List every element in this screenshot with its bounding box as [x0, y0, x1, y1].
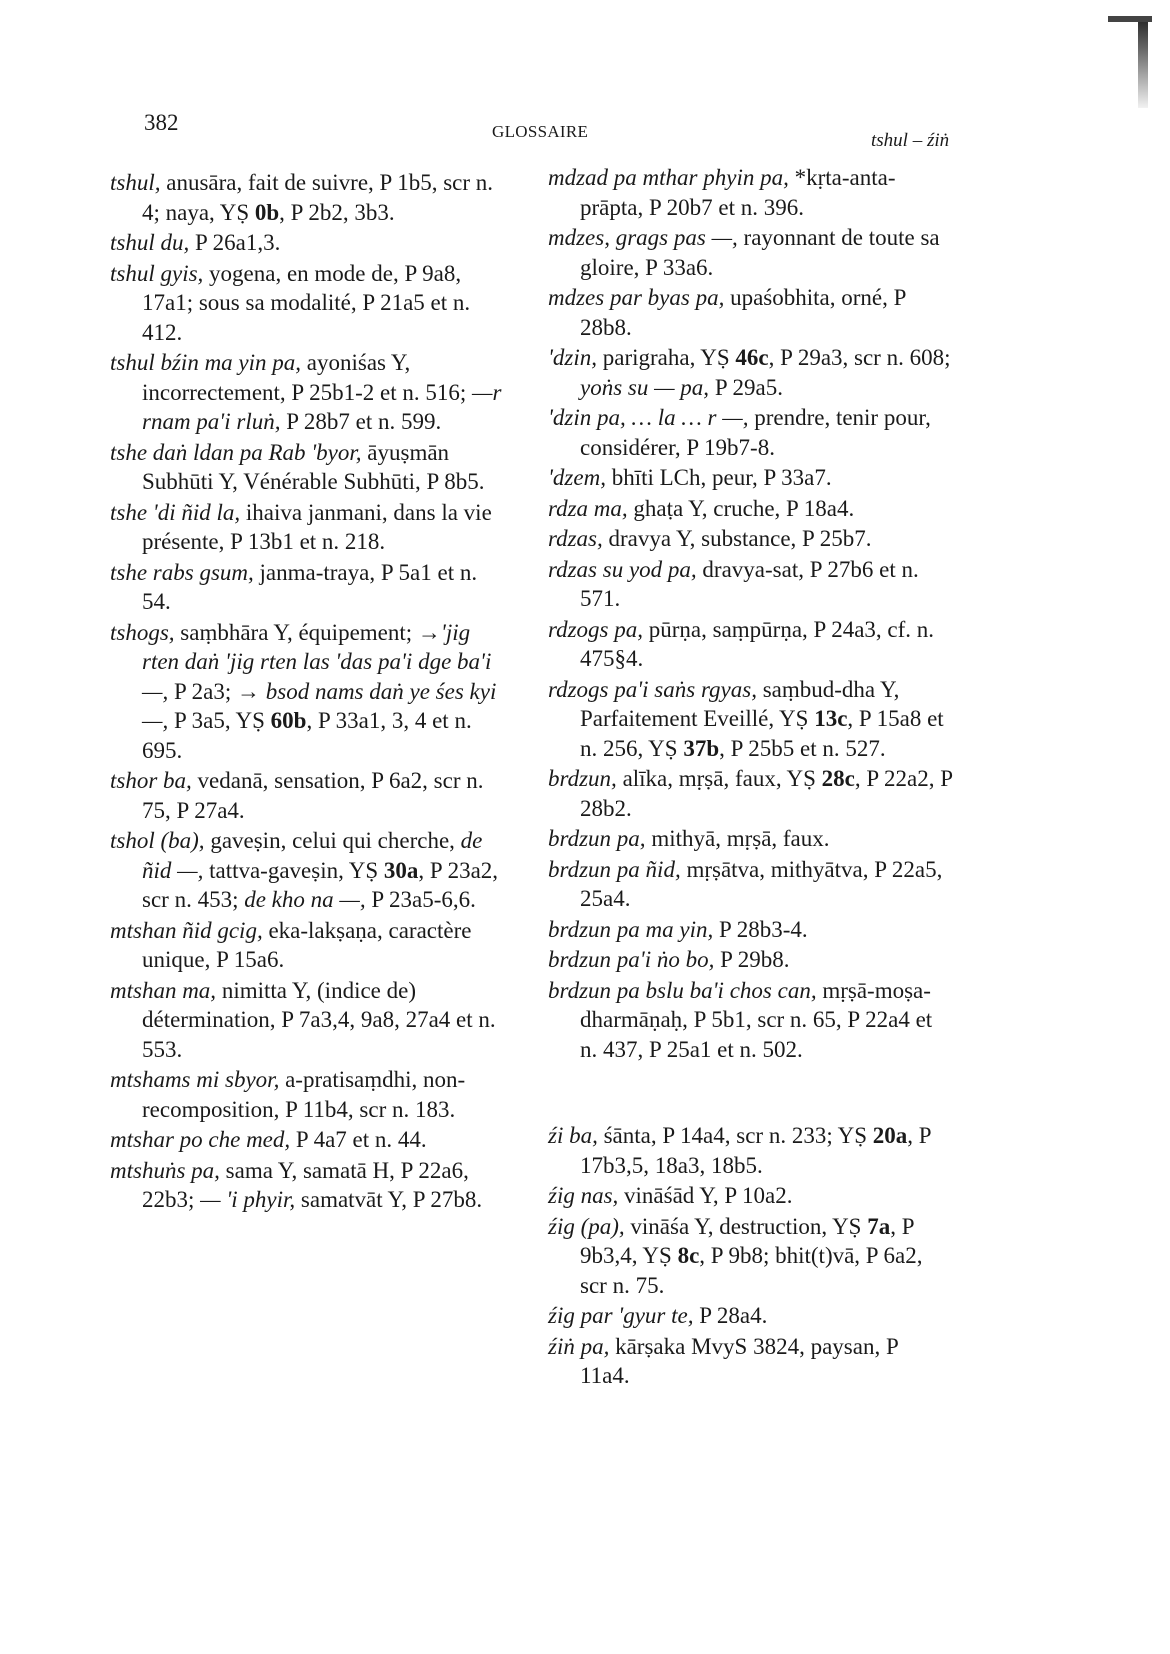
entry-term: tshul gyis,: [110, 260, 204, 286]
section-gap: [548, 1065, 953, 1121]
entry-text: P 28a4.: [693, 1303, 768, 1328]
glossary-entry: [548, 1212, 953, 1301]
glossary-entry: [110, 558, 508, 617]
entry-text: anusāra, fait de suivre, P 1b5, scr n. 4; naya, YṢ: [142, 170, 494, 225]
scan-edge-mark: [1138, 16, 1148, 108]
entry-term: mtshar po che med,: [110, 1127, 291, 1152]
entry-text: gaveṣin, celui qui cherche,: [204, 828, 461, 853]
entry-text: , P 2b2, 3b3.: [279, 199, 395, 225]
entry-reference: 30a: [383, 857, 419, 883]
entry-reference: 7a: [867, 1213, 891, 1239]
entry-term: rdzogs pa'i saṅs rgyas,: [548, 676, 757, 702]
entry-term: 'dzin,: [548, 345, 598, 370]
glossary-entry: [110, 498, 508, 557]
entry-reference: 13c: [814, 706, 848, 731]
glossary-entry: [548, 463, 953, 493]
entry-term: źiṅ pa,: [548, 1333, 610, 1359]
entry-text: sama Y, samatā H, P 22a6, 22b3;: [142, 1157, 469, 1212]
entry-term: tshe 'di ñid la,: [110, 499, 241, 525]
entry-term: →'jig rten daṅ 'jig rten las 'das pa'i dge ba'i —,: [142, 619, 492, 704]
entry-text: , P 15a8 et n. 256, YṢ: [580, 706, 944, 761]
entry-text: ghaṭa Y, cruche, P 18a4.: [627, 495, 855, 521]
glossary-entry: [110, 348, 508, 437]
entry-term: tshol (ba),: [110, 828, 205, 853]
entry-text: mṛṣā-moṣa-dharmāṇaḥ, P 5b1, scr n. 65, P 22a4 et n. 437, P 25a1 et n. 502.: [580, 977, 933, 1062]
entry-text: *kṛta-anta-prāpta, P 20b7 et n. 396.: [580, 165, 896, 220]
entry-term: brdzun pa ñid,: [548, 856, 681, 882]
glossary-entry: [548, 524, 953, 554]
entry-term: tshe rabs gsum,: [110, 559, 254, 585]
entry-term: źig par 'gyur te,: [548, 1303, 694, 1328]
entry-term: tshul bźin ma yin pa,: [110, 350, 302, 375]
glossary-entry: [548, 976, 953, 1065]
glossary-entry: [110, 1065, 508, 1124]
entry-reference: 0b: [254, 199, 280, 225]
entry-text: eka-lakṣaṇa, caractère unique, P 15a6.: [142, 917, 472, 972]
entry-text: yogena, en mode de, P 9a8, 17a1; sous sa modalité, P 21a5 et n. 412.: [142, 260, 471, 345]
glossary-entry: [110, 259, 508, 348]
glossary-entry: [548, 945, 953, 975]
entry-term: mtshan ñid gcig,: [110, 917, 263, 943]
right-column-section-1: [548, 163, 953, 1064]
right-column-section-2: [548, 1121, 953, 1391]
glossary-entry: [110, 826, 508, 915]
entry-text: ayoniśas Y, incorrectement, P 25b1-2 et n. 516;: [142, 350, 473, 405]
glossary-entry: [548, 675, 953, 764]
glossary-entry: [110, 1125, 508, 1155]
glossary-entry: [548, 343, 953, 402]
entry-term: rdzogs pa,: [548, 616, 643, 642]
entry-text: nimitta Y, (indice de) détermination, P 7a3,4, 9a8, 27a4 et n. 553.: [142, 977, 496, 1062]
glossary-entry: [110, 1156, 508, 1215]
entry-text: , P 29a3, scr n. 608;: [768, 345, 951, 370]
entry-text: dravya Y, substance, P 25b7.: [602, 526, 872, 551]
entry-term: rdzas,: [548, 526, 603, 551]
glossary-entry: [548, 1301, 953, 1331]
entry-text: āyuṣmān Subhūti Y, Vénérable Subhūti, P 8b5.: [142, 439, 485, 494]
glossary-entry: [548, 855, 953, 914]
entry-term: → bsod nams daṅ ye śes kyi —,: [142, 678, 497, 733]
entry-text: a-pratisaṃdhi, non-recomposition, P 11b4, scr n. 183.: [142, 1067, 466, 1122]
glossary-entry: [548, 283, 953, 342]
running-title: GLOSSAIRE: [492, 122, 589, 141]
entry-term: de ñid —,: [142, 828, 483, 883]
glossary-entry: [548, 223, 953, 282]
entry-reference: 46c: [735, 345, 769, 370]
entry-term: brdzun pa ma yin,: [548, 916, 714, 942]
left-column: [110, 168, 508, 1216]
entry-term: mtshams mi sbyor,: [110, 1067, 280, 1092]
entry-text: dravya-sat, P 27b6 et n. 571.: [580, 556, 919, 611]
entry-text: , P 23a2, scr n. 453;: [142, 857, 499, 912]
entry-text: mithyā, mṛṣā, faux.: [645, 826, 830, 851]
entry-reference: 28c: [821, 766, 855, 791]
entry-term: mtshuṅs pa,: [110, 1157, 220, 1183]
entry-term: — 'i phyir,: [200, 1187, 296, 1212]
entry-term: tshogs,: [110, 619, 175, 645]
entry-reference: 37b: [683, 735, 720, 761]
glossary-entry: [548, 615, 953, 674]
glossary-entry: [110, 618, 508, 766]
glossary-entry: [548, 1121, 953, 1180]
entry-text: tattva-gaveṣin, YṢ: [203, 857, 384, 883]
running-range: tshul – źiṅ: [871, 130, 950, 151]
glossary-entry: [548, 1181, 953, 1211]
entry-text: P 29a5.: [709, 374, 783, 400]
glossary-entry: [548, 494, 953, 524]
entry-term: tshor ba,: [110, 768, 192, 793]
entry-term: źig (pa),: [548, 1213, 625, 1239]
glossary-entry: [110, 168, 508, 227]
entry-text: P 2a3;: [168, 678, 237, 704]
entry-text: P 28b7 et n. 599.: [280, 409, 442, 434]
entry-term: tshul du,: [110, 230, 190, 255]
entry-term: de kho na —,: [244, 887, 366, 912]
entry-text: saṃbud-dha Y, Parfaitement Eveillé, YṢ: [580, 676, 900, 731]
entry-text: P 26a1,3.: [189, 230, 281, 255]
entry-term: rdza ma,: [548, 495, 628, 521]
glossary-entry: [110, 228, 508, 258]
glossary-entry: [548, 824, 953, 854]
entry-reference: 60b: [270, 708, 307, 733]
entry-term: mdzad pa mthar phyin pa,: [548, 165, 789, 190]
entry-term: źi ba,: [548, 1123, 598, 1148]
entry-text: , P 25b5 et n. 527.: [719, 735, 886, 761]
entry-term: 'dzin pa, … la … r —,: [548, 405, 749, 430]
entry-text: pūrṇa, saṃpūrṇa, P 24a3, cf. n. 475§4.: [580, 616, 935, 671]
right-column: [548, 163, 953, 1392]
entry-text: vināśād Y, P 10a2.: [618, 1183, 793, 1208]
glossary-entry: [548, 1332, 953, 1391]
entry-term: mdzes, grags pas —,: [548, 225, 738, 250]
entry-text: saṃbhāra Y, équipement;: [174, 619, 418, 645]
entry-text: janma-traya, P 5a1 et n. 54.: [142, 559, 478, 614]
entry-reference: 20a: [872, 1123, 908, 1148]
entry-text: ihaiva janmani, dans la vie présente, P 13b1 et n. 218.: [142, 499, 492, 554]
entry-text: parigraha, YṢ: [597, 345, 736, 370]
entry-term: brdzun pa bslu ba'i chos can,: [548, 977, 817, 1003]
page-number: 382: [144, 110, 179, 135]
entry-term: tshe daṅ ldan pa Rab 'byor,: [110, 439, 362, 465]
entry-text: P 23a5-6,6.: [365, 887, 476, 912]
entry-text: śānta, P 14a4, scr n. 233; YṢ: [597, 1123, 873, 1148]
entry-text: , P 22a2, P 28b2.: [580, 766, 953, 821]
entry-text: kārṣaka MvyS 3824, paysan, P 11a4.: [580, 1333, 898, 1388]
entry-term: mtshan ma,: [110, 977, 217, 1003]
entry-text: P 4a7 et n. 44.: [290, 1127, 427, 1152]
glossary-entry: [110, 976, 508, 1065]
entry-term: 'dzem,: [548, 465, 606, 490]
entry-text: P 29b8.: [714, 947, 790, 972]
entry-term: rdzas su yod pa,: [548, 556, 697, 582]
entry-reference: 8c: [677, 1243, 700, 1268]
entry-text: alīka, mṛṣā, faux, YṢ: [616, 766, 822, 791]
glossary-entry: [110, 766, 508, 825]
entry-text: P 28b3-4.: [713, 916, 808, 942]
entry-text: samatvāt Y, P 27b8.: [295, 1187, 483, 1212]
entry-term: brdzun pa'i ṅo bo,: [548, 947, 715, 972]
entry-term: brdzun pa,: [548, 826, 646, 851]
entry-text: mṛṣātva, mithyātva, P 22a5, 25a4.: [580, 856, 943, 911]
glossary-entry: [110, 916, 508, 975]
glossary-entry: [548, 555, 953, 614]
entry-text: bhīti LCh, peur, P 33a7.: [605, 465, 832, 490]
glossary-entry: [110, 438, 508, 497]
entry-text: prendre, tenir pour, considérer, P 19b7-8.: [580, 405, 931, 460]
glossary-entry: [548, 764, 953, 823]
entry-term: —r rnam pa'i rluṅ,: [142, 379, 502, 434]
entry-text: upaśobhita, orné, P 28b8.: [580, 285, 906, 340]
glossary-entry: [548, 915, 953, 945]
entry-term: brdzun,: [548, 766, 617, 791]
entry-text: , P 33a1, 3, 4 et n. 695.: [142, 708, 472, 763]
entry-term: mdzes par byas pa,: [548, 285, 725, 310]
entry-text: P 3a5, YṢ: [168, 708, 271, 733]
entry-term: źig nas,: [548, 1183, 619, 1208]
entry-text: , P 9b3,4, YṢ: [580, 1213, 914, 1268]
entry-text: vedanā, sensation, P 6a2, scr n. 75, P 27a4.: [142, 768, 484, 823]
glossary-entry: [548, 403, 953, 462]
entry-term: tshul,: [110, 170, 161, 195]
glossary-entry: [548, 163, 953, 222]
entry-text: rayonnant de toute sa gloire, P 33a6.: [580, 225, 940, 280]
entry-term: yoṅs su — pa,: [580, 374, 710, 400]
entry-text: , P 9b8; bhit(t)vā, P 6a2, scr n. 75.: [580, 1243, 923, 1298]
entry-text: , P 17b3,5, 18a3, 18b5.: [580, 1123, 931, 1178]
entry-text: vināśa Y, destruction, YṢ: [624, 1213, 868, 1239]
